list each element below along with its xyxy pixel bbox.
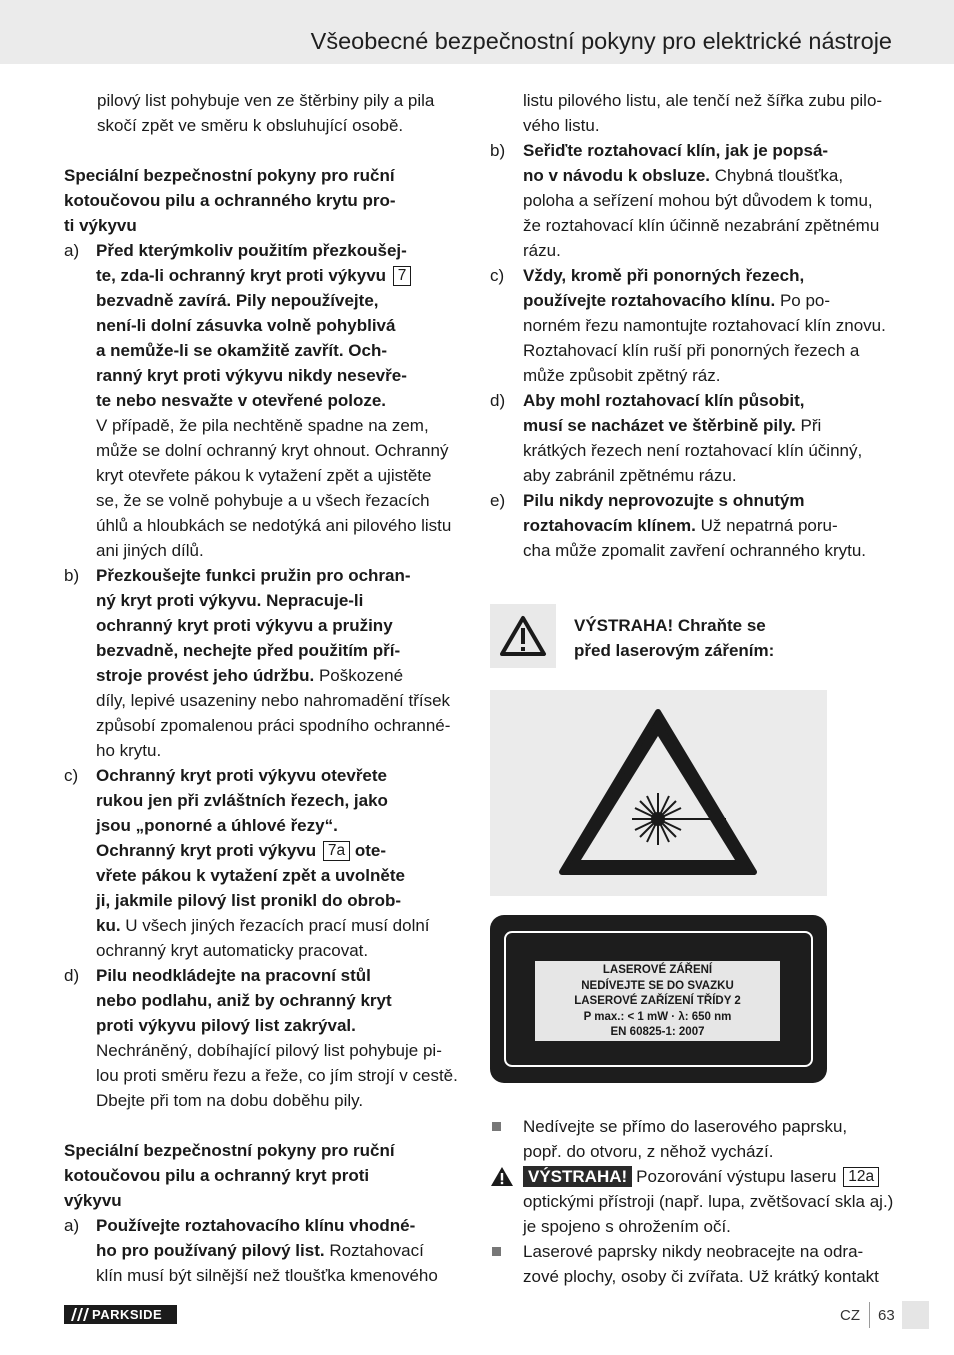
bullet-square-icon bbox=[492, 1122, 501, 1131]
footer-tab bbox=[902, 1301, 929, 1329]
list-marker: b) bbox=[490, 141, 506, 160]
list-marker: c) bbox=[490, 266, 505, 285]
item-b-text: rázu. bbox=[523, 241, 561, 260]
brand-name: PARKSIDE bbox=[92, 1307, 163, 1322]
item-a-text: kryt otevřete pákou k vytažení zpět a ujistěte bbox=[96, 466, 432, 485]
page-title: Všeobecné bezpečnostní pokyny pro elektrické nástroje bbox=[310, 28, 892, 54]
laser-label-line: EN 60825-1: 2007 bbox=[610, 1026, 705, 1038]
text-line: pilový list pohybuje ven ze štěrbiny pily a pila bbox=[97, 91, 435, 110]
item-b-text: poloha a seřízení mohou být důvodem k tomu, bbox=[523, 191, 873, 210]
item-a-line: te nebo nesvažte v otevřené poloze. bbox=[96, 391, 387, 410]
item-d-text: Dbejte při tom na dobu doběhu pily. bbox=[96, 1091, 364, 1110]
bullet-item: Laserové paprsky nikdy neobracejte na odra- bbox=[490, 1239, 892, 1264]
section-heading: kotoučovou pilu a ochranného krytu pro- bbox=[64, 191, 396, 210]
item-b-line: bezvadně, nechejte před použitím pří- bbox=[96, 641, 401, 660]
laser-label-line: LASEROVÉ ZÁŘENÍ bbox=[602, 964, 713, 976]
figure-ref: 7 bbox=[393, 266, 412, 286]
item-b-text: díly, lepivé usazeniny nebo nahromadění třísek bbox=[96, 691, 451, 710]
section-heading: výkyvu bbox=[64, 1191, 122, 1210]
item-d-text: aby zabránil zpětnému rázu. bbox=[523, 466, 737, 485]
item-a2-line: ho pro používaný pilový list. Roztahovací bbox=[96, 1241, 424, 1260]
laser-class-label bbox=[490, 915, 827, 1083]
laser-label-plate bbox=[535, 961, 780, 1041]
item-b-line: ný kryt proti výkyvu. Nepracuje-li bbox=[96, 591, 364, 610]
item-c-line: používejte roztahovacího klínu. Po po- bbox=[523, 291, 831, 310]
page-header bbox=[0, 0, 954, 64]
list-marker: d) bbox=[64, 966, 80, 985]
item-a-line: te, zda-li ochranný kryt proti výkyvu 7 bbox=[64, 263, 466, 288]
item-a-text: se, že se volně pohybuje a u všech řezacích bbox=[96, 491, 430, 510]
item-a-text: úhlů a hloubkách se nedotýká ani pilového listu bbox=[96, 516, 452, 535]
item-c-line: Ochranný kryt proti výkyvu 7a ote- bbox=[96, 841, 387, 860]
item-c-line: c) Ochranný kryt proti výkyvu otevřete bbox=[64, 763, 466, 788]
laser-hazard-icon bbox=[490, 690, 827, 896]
item-c-line: vřete pákou k vytažení zpět a uvolněte bbox=[96, 866, 405, 885]
item-a-text: může se dolní ochranný kryt ohnout. Ochranný bbox=[96, 441, 449, 460]
warning-heading: VÝSTRAHA! Chraňte se před laserovým zářením: bbox=[574, 616, 775, 660]
warning-triangle-icon bbox=[490, 604, 556, 668]
laser-warning-sign bbox=[490, 690, 827, 896]
item-b-text: způsobí zpomalenou práci spodního ochranné- bbox=[96, 716, 451, 735]
list-marker: a) bbox=[64, 1216, 80, 1235]
list-marker: c) bbox=[64, 766, 79, 785]
item-a-text: V případě, že pila nechtěně spadne na zem, bbox=[96, 416, 429, 435]
section-heading: ti výkyvu bbox=[64, 216, 137, 235]
item-e-text: cha může zpomalit zavření ochranného krytu. bbox=[523, 541, 867, 560]
bullet-item: je spojeno s ohrožením očí. bbox=[523, 1217, 731, 1236]
section-heading: Speciální bezpečnostní pokyny pro ruční bbox=[64, 166, 395, 185]
item-a-line: ranný kryt proti výkyvu nikdy nesevře- bbox=[96, 366, 407, 385]
item-c-text: ochranný kryt automaticky pracovat. bbox=[96, 941, 369, 960]
item-b-line: b) Seřiďte roztahovací klín, jak je popsá- bbox=[490, 138, 892, 163]
warning-triangle-icon bbox=[490, 1165, 514, 1187]
item-c-line: ji, jakmile pilový list pronikl do obrob- bbox=[96, 891, 402, 910]
figure-ref: 7a bbox=[323, 841, 350, 861]
bullet-item: optickými přístroji (např. lupa, zvětšovací skla aj.) bbox=[523, 1192, 894, 1211]
laser-label-frame bbox=[504, 931, 813, 1067]
figure-ref: 12a bbox=[843, 1167, 879, 1187]
warning-icon-box bbox=[490, 604, 556, 668]
laser-label-line: P max.: < 1 mW · λ: 650 nm bbox=[583, 1010, 732, 1023]
item-a-line: bezvadně zavírá. Pily nepoužívejte, bbox=[96, 291, 379, 310]
laser-label-line: NEDÍVEJTE SE DO SVAZKU bbox=[581, 979, 734, 992]
bullet-item: Nedívejte se přímo do laserového paprsku, bbox=[490, 1114, 892, 1139]
laser-label-line: LASEROVÉ ZAŘÍZENÍ TŘÍDY 2 bbox=[574, 995, 741, 1007]
item-d-line: d) Pilu neodkládejte na pracovní stůl bbox=[64, 963, 466, 988]
item-b-line: stroje provést jeho údržbu. Poškozené bbox=[96, 666, 404, 685]
item-a2-text: klín musí být silnější než tloušťka kmenového bbox=[96, 1266, 438, 1285]
item-c-line: jsou „ponorné a úhlové řezy“. bbox=[96, 816, 338, 835]
item-d-line: d) Aby mohl roztahovací klín působit, bbox=[490, 388, 892, 413]
item-c-line: ku. U všech jiných řezacích prací musí dolní bbox=[96, 916, 430, 935]
item-d-line: nebo podlahu, aniž by ochranný kryt bbox=[96, 991, 392, 1010]
item-c-text: může způsobit zpětný ráz. bbox=[523, 366, 721, 385]
item-b-line: b) Přezkoušejte funkci pružin pro ochran- bbox=[64, 563, 466, 588]
list-marker: b) bbox=[64, 566, 80, 585]
item-e-line: e) Pilu nikdy neprovozujte s ohnutým bbox=[490, 488, 892, 513]
bullet-item: zové plochy, osoby či zvířata. Už krátký kontakt bbox=[523, 1267, 879, 1286]
item-b-text: ho krytu. bbox=[96, 741, 162, 760]
logo-stripes-icon bbox=[68, 1308, 90, 1321]
footer-divider bbox=[869, 1302, 870, 1328]
language-code: CZ bbox=[840, 1307, 860, 1324]
item-b-line: ochranný kryt proti výkyvu a pružiny bbox=[96, 616, 393, 635]
text-line: vého listu. bbox=[523, 116, 600, 135]
item-e-line: roztahovacím klínem. Už nepatrná poru- bbox=[523, 516, 838, 535]
item-a-line: není-li dolní zásuvka volně pohyblivá bbox=[96, 316, 396, 335]
item-b-text: že roztahovací klín účinně nezabrání zpětnému bbox=[523, 216, 880, 235]
list-marker: d) bbox=[490, 391, 506, 410]
text-line: listu pilového listu, ale tenčí než šířka zubu pilo- bbox=[523, 91, 883, 110]
section-heading: Speciální bezpečnostní pokyny pro ruční bbox=[64, 1141, 395, 1160]
item-b-line: no v návodu k obsluze. Chybná tloušťka, bbox=[523, 166, 844, 185]
item-d-text: krátkých řezech není roztahovací klín účinný, bbox=[523, 441, 863, 460]
bullet-item: popř. do otvoru, z něhož vychází. bbox=[523, 1142, 774, 1161]
item-d-line: musí se nacházet ve štěrbině pily. Při bbox=[523, 416, 822, 435]
laser-bullet-list bbox=[490, 1114, 892, 1289]
item-d-text: lou proti směru řezu a řeže, co jím strojí v cestě. bbox=[96, 1066, 458, 1085]
bullet-square-icon bbox=[492, 1247, 501, 1256]
item-c-text: norném řezu namontujte roztahovací klín znovu. bbox=[523, 316, 886, 335]
list-marker: a) bbox=[64, 241, 80, 260]
right-column bbox=[490, 88, 892, 563]
item-d-text: Nechráněný, dobíhající pilový list pohybuje pi- bbox=[96, 1041, 442, 1060]
item-d-line: proti výkyvu pilový list zakrýval. bbox=[96, 1016, 356, 1035]
text-line: skočí zpět ve směru k obsluhující osobě. bbox=[97, 116, 404, 135]
parkside-logo bbox=[64, 1305, 177, 1324]
bullet-item: VÝSTRAHA! Pozorování výstupu laseru 12a bbox=[490, 1164, 892, 1189]
item-c-line: rukou jen při zvláštních řezech, jako bbox=[96, 791, 388, 810]
item-c-line: c) Vždy, kromě při ponorných řezech, bbox=[490, 263, 892, 288]
item-a-line: a) Před kterýmkoliv použitím přezkoušej- bbox=[64, 238, 466, 263]
list-marker: e) bbox=[490, 491, 506, 510]
item-a2-line: a) Používejte roztahovacího klínu vhodné- bbox=[64, 1213, 466, 1238]
item-c-text: Roztahovací klín ruší při ponorných řezech a bbox=[523, 341, 860, 360]
item-a-text: ani jiných dílů. bbox=[96, 541, 204, 560]
warning-label: VÝSTRAHA! bbox=[523, 1166, 632, 1187]
page-number: 63 bbox=[878, 1307, 895, 1324]
section-heading: kotoučovou pilu a ochranný kryt proti bbox=[64, 1166, 370, 1185]
left-column bbox=[64, 88, 466, 1288]
item-a-line: a nemůže-li se okamžitě zavřít. Och- bbox=[96, 341, 387, 360]
